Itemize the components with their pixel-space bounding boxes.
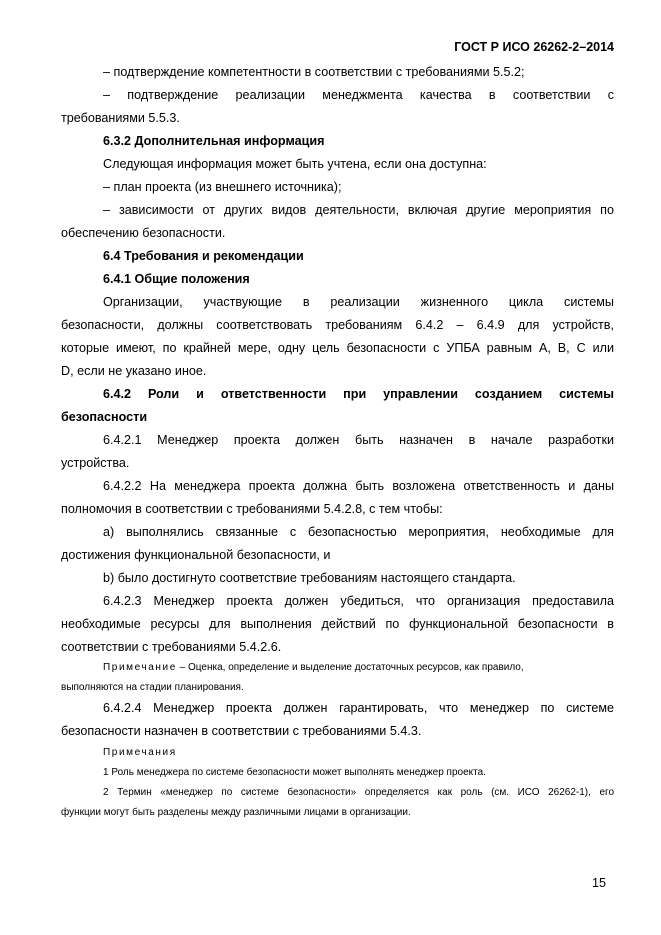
text-line: – план проекта (из внешнего источника); [103,180,342,194]
text-line: обеспечению безопасности. [61,226,226,240]
page-number: 15 [592,876,607,890]
text-line: устройства. [61,456,130,470]
note-line: 1 Роль менеджера по системе безопасности может выполнять менеджер проекта. [103,767,486,778]
text-line: Следующая информация может быть учтена, если она доступна: [103,157,487,171]
text-line: D, если не указано иное. [61,364,207,378]
note-line: функции могут быть разделены между различными лицами в организации. [61,807,411,818]
text-line: 6.4.2.3 Менеджер проекта должен убедиться, что организация предоставила [103,594,614,608]
notes-heading: Примечания [103,747,177,758]
document-header: ГОСТ Р ИСО 26262-2–2014 [454,40,614,54]
text-line: необходимые ресурсы для выполнения действий по функциональной безопасности в [61,617,614,631]
section-heading: 6.4.2 Роли и ответственности при управлении созданием системы [103,387,614,401]
section-heading: 6.3.2 Дополнительная информация [103,134,325,148]
section-heading: безопасности [61,410,148,424]
text-line: 6.4.2.1 Менеджер проекта должен быть назначен в начале разработки [103,433,614,447]
text-line: Организации, участвующие в реализации жизненного цикла системы [103,295,614,309]
text-line: b) было достигнуто соответствие требованиям настоящего стандарта. [103,571,516,585]
text-line: – зависимости от других видов деятельности, включая другие мероприятия по [103,203,614,217]
text-line: 6.4.2.4 Менеджер проекта должен гарантировать, что менеджер по системе [103,701,614,715]
text-line: которые имеют, по крайней мере, одну цель безопасности с УПБА равным A, B, C или [61,341,614,355]
note-text: – Оценка, определение и выделение достаточных ресурсов, как правило, [176,662,524,673]
section-heading: 6.4.1 Общие положения [103,272,250,286]
section-heading: 6.4 Требования и рекомендации [103,249,304,263]
text-line: 6.4.2.2 На менеджера проекта должна быть возложена ответственность и даны [103,479,614,493]
note-line [103,660,614,676]
text-line: безопасности, должны соответствовать требованиям 6.4.2 – 6.4.9 для устройств, [61,318,614,332]
text-line: соответствии с требованиями 5.4.2.6. [61,640,282,654]
text-line: достижения функциональной безопасности, и [61,548,331,562]
note-label: Примечание [103,662,177,673]
text-line: требованиями 5.5.3. [61,111,180,125]
text-line: полномочия в соответствии с требованиями 5.4.2.8, с тем чтобы: [61,502,443,516]
text-line: – подтверждение компетентности в соответствии с требованиями 5.5.2; [103,65,525,79]
note-line: выполняются на стадии планирования. [61,682,244,693]
note-line: 2 Термин «менеджер по системе безопасности» определяется как роль (см. ИСО 26262-1), его [103,787,614,798]
text-line: a) выполнялись связанные с безопасностью мероприятия, необходимые для [103,525,614,539]
text-line: – подтверждение реализации менеджмента качества в соответствии с [103,88,614,102]
text-line: безопасности назначен в соответствии с требованиями 5.4.3. [61,724,422,738]
